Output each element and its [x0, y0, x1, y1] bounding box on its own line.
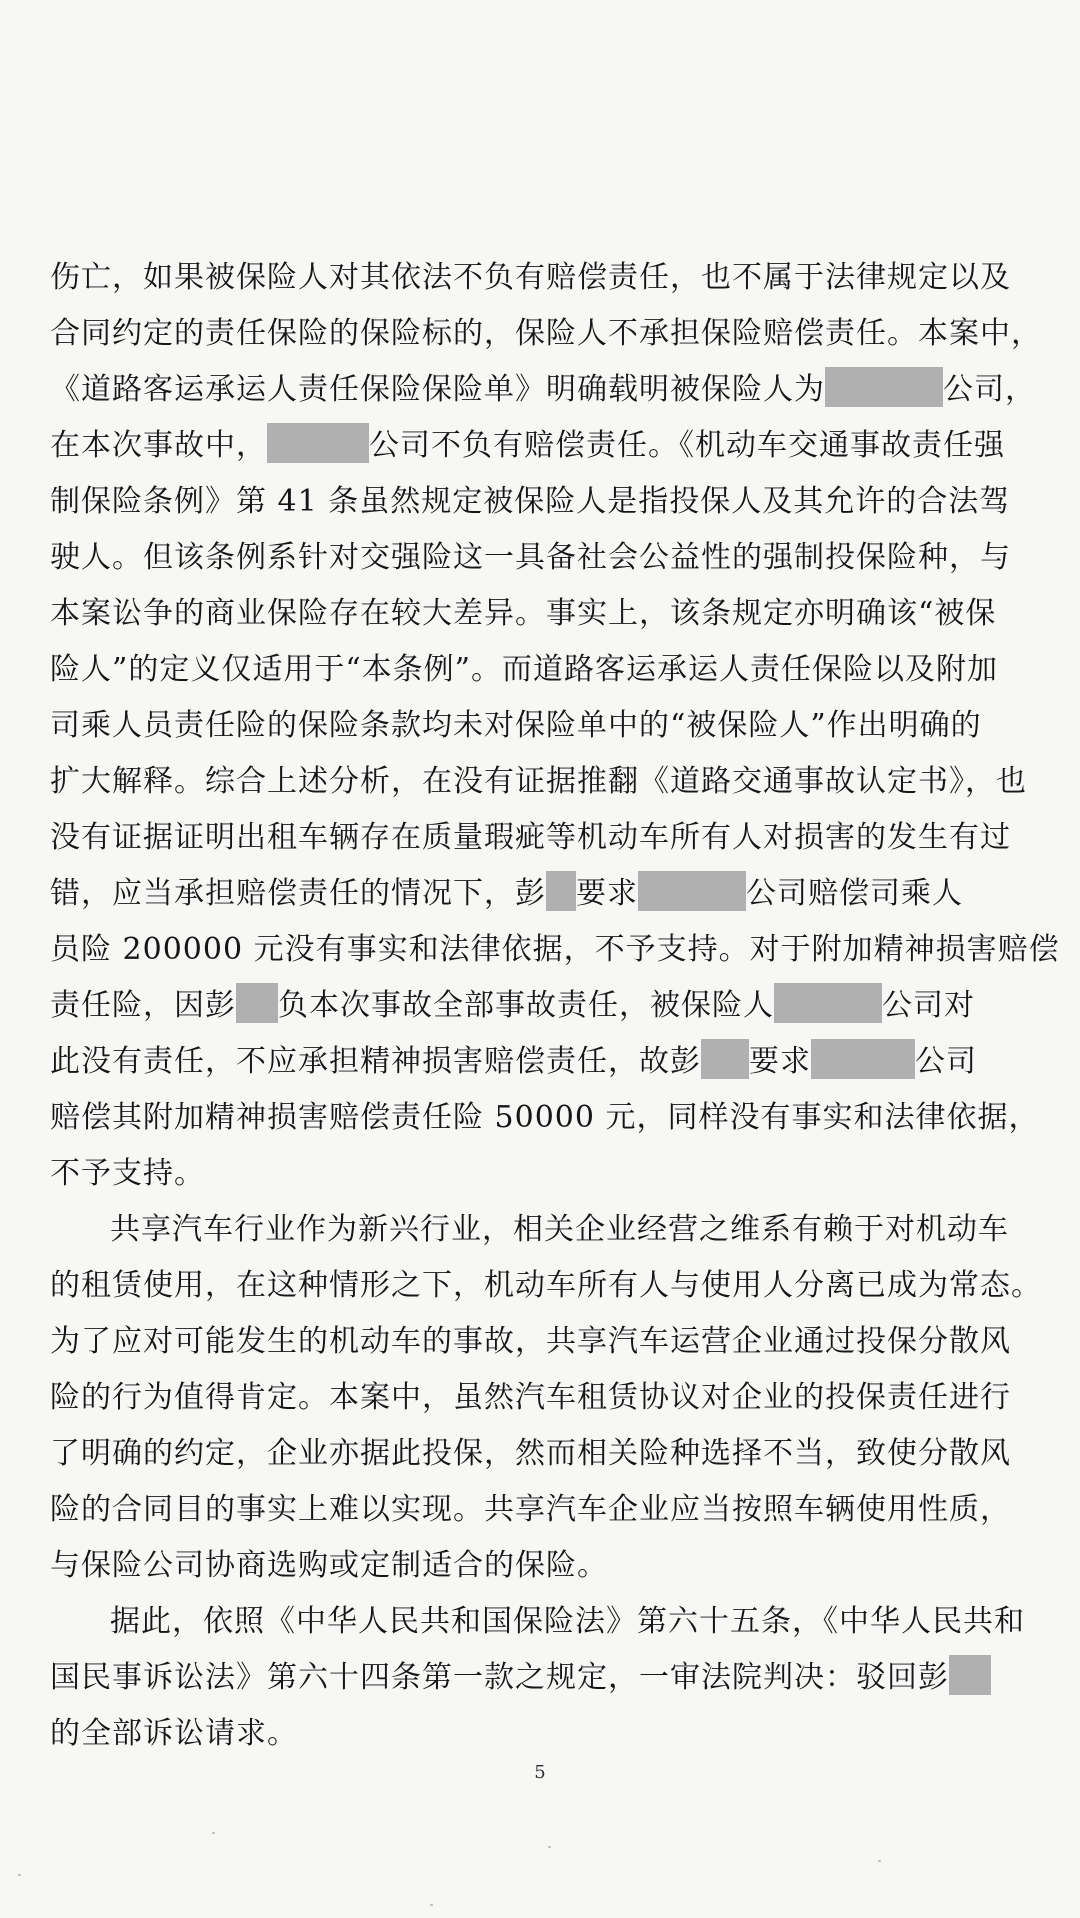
text-segment: 国民事诉讼法》第六十四条第一款之规定，一审法院判决：驳回彭 [50, 1660, 949, 1695]
text-line [50, 1650, 1035, 1706]
text-line: 合同约定的责任保险的保险标的，保险人不承担保险赔偿责任。本案中， [50, 316, 1042, 351]
text-segment: 《道路客运承运人责任保险保险单》明确载明被保险人为 [50, 372, 825, 407]
text-line: 险的行为值得肯定。本案中，虽然汽车租赁协议对企业的投保责任进行 [50, 1380, 1011, 1415]
text-segment: 错，应当承担赔偿责任的情况下，彭 [50, 876, 546, 911]
paragraph-2 [50, 1202, 1042, 1594]
text-segment: 责任险，因彭 [50, 988, 236, 1023]
redaction-box [267, 423, 369, 463]
text-line: 赔偿其附加精神损害赔偿责任险 50000 元，同样没有事实和法律依据， [50, 1100, 1040, 1135]
redaction-box [236, 983, 278, 1023]
text-line [50, 418, 1035, 474]
scan-speck [548, 1846, 551, 1848]
document-body [50, 250, 1060, 1762]
text-segment: 此没有责任，不应承担精神损害赔偿责任，故彭 [50, 1044, 701, 1079]
scan-speck [430, 1904, 433, 1906]
text-segment: 负本次事故全部事故责任，被保险人 [278, 988, 774, 1023]
text-line: 司乘人员责任险的保险条款均未对保险单中的“被保险人”作出明确的 [50, 708, 982, 743]
text-segment: 公司， [943, 372, 1036, 407]
text-segment: 公司不负有赔偿责任。《机动车交通事故责任强 [369, 428, 1005, 463]
text-line: 伤亡，如果被保险人对其依法不负有赔偿责任，也不属于法律规定以及 [50, 260, 1011, 295]
text-line [50, 1034, 1035, 1090]
text-line: 与保险公司协商选购或定制适合的保险。 [50, 1548, 608, 1583]
redaction-box [546, 871, 576, 911]
text-line: 扩大解释。综合上述分析，在没有证据推翻《道路交通事故认定书》，也 [50, 764, 1027, 799]
text-line: 驶人。但该条例系针对交强险这一具备社会公益性的强制投保险种，与 [50, 540, 1011, 575]
text-line [50, 866, 1035, 922]
text-line: 员险 200000 元没有事实和法律依据，不予支持。对于附加精神损害赔偿 [50, 932, 1060, 967]
text-segment: 公司 [915, 1044, 977, 1079]
text-line: 共享汽车行业作为新兴行业，相关企业经营之维系有赖于对机动车 [110, 1212, 1009, 1247]
text-line: 险人”的定义仅适用于“本条例”。而道路客运承运人责任保险以及附加 [50, 652, 999, 687]
redaction-box [825, 367, 943, 407]
text-line: 了明确的约定，企业亦据此投保，然而相关险种选择不当，致使分散风 [50, 1436, 1011, 1471]
text-line: 险的合同目的事实上难以实现。共享汽车企业应当按照车辆使用性质， [50, 1492, 1011, 1527]
paragraph-3 [50, 1594, 1035, 1762]
redaction-box [638, 871, 746, 911]
text-line: 据此，依照《中华人民共和国保险法》第六十五条，《中华人民共和 [110, 1604, 1025, 1639]
text-segment: 要求 [749, 1044, 811, 1079]
text-segment: 要求 [576, 876, 638, 911]
text-line: 制保险条例》第 41 条虽然规定被保险人是指投保人及其允许的合法驾 [50, 484, 1011, 519]
redaction-box [701, 1039, 749, 1079]
redaction-box [949, 1655, 991, 1695]
text-line: 为了应对可能发生的机动车的事故，共享汽车运营企业通过投保分散风 [50, 1324, 1011, 1359]
paragraph-1 [50, 250, 1060, 1202]
redaction-box [774, 983, 882, 1023]
text-line: 没有证据证明出租车辆存在质量瑕疵等机动车所有人对损害的发生有过 [50, 820, 1011, 855]
text-line [50, 978, 1035, 1034]
scan-speck [18, 1874, 21, 1876]
text-line [50, 362, 1035, 418]
text-line: 本案讼争的商业保险存在较大差异。事实上，该条规定亦明确该“被保 [50, 596, 997, 631]
text-segment: 公司赔偿司乘人 [746, 876, 963, 911]
scan-speck [212, 1832, 215, 1834]
text-segment: 在本次事故中， [50, 428, 267, 463]
text-line: 的全部诉讼请求。 [50, 1716, 298, 1751]
page-number: 5 [534, 1762, 546, 1783]
text-line: 不予支持。 [50, 1156, 205, 1191]
text-line: 的租赁使用，在这种情形之下，机动车所有人与使用人分离已成为常态。 [50, 1268, 1042, 1303]
scan-speck [878, 1860, 881, 1862]
text-segment: 公司对 [882, 988, 975, 1023]
redaction-box [811, 1039, 915, 1079]
